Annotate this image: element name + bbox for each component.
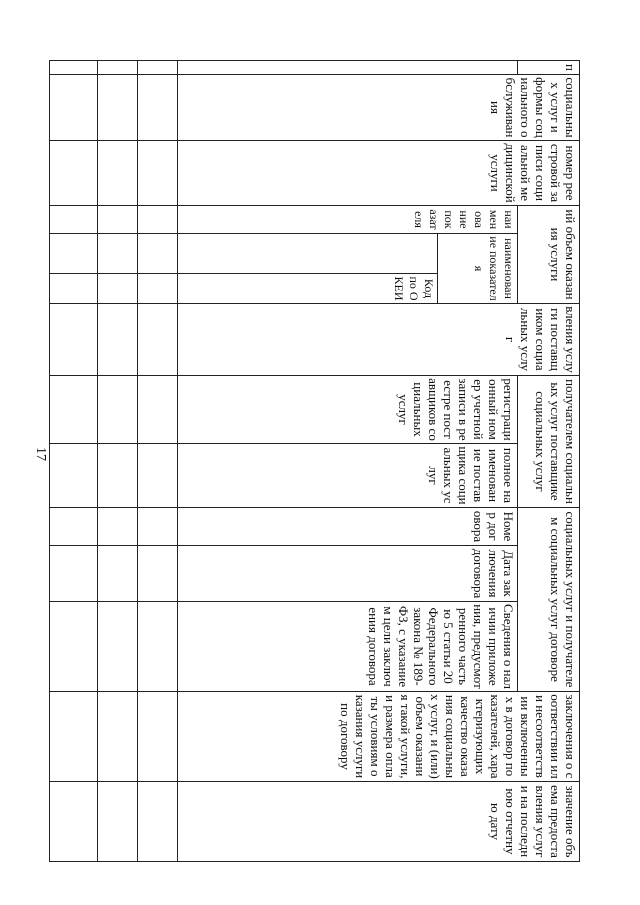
data-cell xyxy=(50,508,98,546)
header-col-7a: Номер договора xyxy=(178,508,518,546)
data-cell xyxy=(98,782,138,862)
header-col-2: социальных услуг и формы социального обслуживания xyxy=(178,75,580,141)
data-cell xyxy=(50,692,98,782)
empty-cell xyxy=(178,234,438,274)
data-cell xyxy=(138,782,178,862)
data-cell xyxy=(138,206,178,234)
data-cell xyxy=(98,141,138,206)
header-col-3: номер реестровой записи социальной медицинской услуги xyxy=(178,141,580,206)
header-col-8: заключения о соответствии или несоответствии включенных в договор показателей, характеризующих качество оказания социальных услуг, и (или) объем оказания такой услуги, и размера оплаты условиям оказания услуги по договору xyxy=(178,692,580,782)
header-col-6a: регистрационный номер учетной записи в реестре поставщиков социальных услуг xyxy=(178,376,518,444)
data-cell xyxy=(98,546,138,602)
data-cell xyxy=(138,692,178,782)
data-cell xyxy=(98,274,138,304)
data-cell xyxy=(98,508,138,546)
data-cell xyxy=(138,75,178,141)
data-cell xyxy=(138,304,178,376)
data-cell xyxy=(98,692,138,782)
data-cell xyxy=(50,782,98,862)
rotated-table-wrapper xyxy=(50,60,580,858)
data-cell xyxy=(98,234,138,274)
data-cell xyxy=(50,141,98,206)
data-cell xyxy=(50,304,98,376)
data-cell xyxy=(98,304,138,376)
data-cell xyxy=(98,61,138,75)
header-col-6b: полное наименование поставщика социальных услуг xyxy=(178,444,518,508)
data-cell xyxy=(138,141,178,206)
header-col-7b: Дата заключения договора xyxy=(178,546,518,602)
data-cell xyxy=(138,234,178,274)
header-col-4: ий объем оказания услуги xyxy=(518,206,580,304)
empty-cell xyxy=(178,61,518,75)
data-cell xyxy=(98,376,138,444)
data-cell xyxy=(98,75,138,141)
data-cell xyxy=(50,206,98,234)
data-cell xyxy=(138,546,178,602)
data-cell xyxy=(138,508,178,546)
data-cell xyxy=(50,444,98,508)
data-cell xyxy=(50,546,98,602)
data-cell xyxy=(98,206,138,234)
header-col-4a: наименование показателя xyxy=(178,206,518,234)
header-col-4c: Код по ОКЕИ xyxy=(178,274,438,304)
header-col-7c: Сведения о наличии приложения, предусмотренного частью 5 статьи 20 Федерального закона № 189-ФЗ, с указанием цели заключения договора xyxy=(178,602,518,692)
data-cell xyxy=(138,444,178,508)
data-cell xyxy=(98,602,138,692)
data-cell xyxy=(98,444,138,508)
data-cell xyxy=(50,234,98,274)
data-cell xyxy=(138,602,178,692)
data-cell xyxy=(50,61,98,75)
header-col-9: значение объема предоставления услуги на последнюю отчетную дату xyxy=(178,782,580,862)
page-number: 17 xyxy=(33,447,48,461)
header-col-1: п xyxy=(518,61,580,75)
data-cell xyxy=(138,61,178,75)
data-cell xyxy=(50,376,98,444)
data-cell xyxy=(138,376,178,444)
data-cell xyxy=(50,602,98,692)
report-table xyxy=(49,60,580,862)
data-cell xyxy=(50,75,98,141)
data-cell xyxy=(138,274,178,304)
header-col-5: вления услуги поставщиком социальных услуг xyxy=(178,304,580,376)
header-col-7: социальных услуг и получателем социальных услуг договоре xyxy=(518,508,580,692)
data-cell xyxy=(50,274,98,304)
header-col-4b: наименование показателя xyxy=(438,234,518,304)
header-col-6: получателем социальных услуг поставщике социальных услуг xyxy=(518,376,580,508)
